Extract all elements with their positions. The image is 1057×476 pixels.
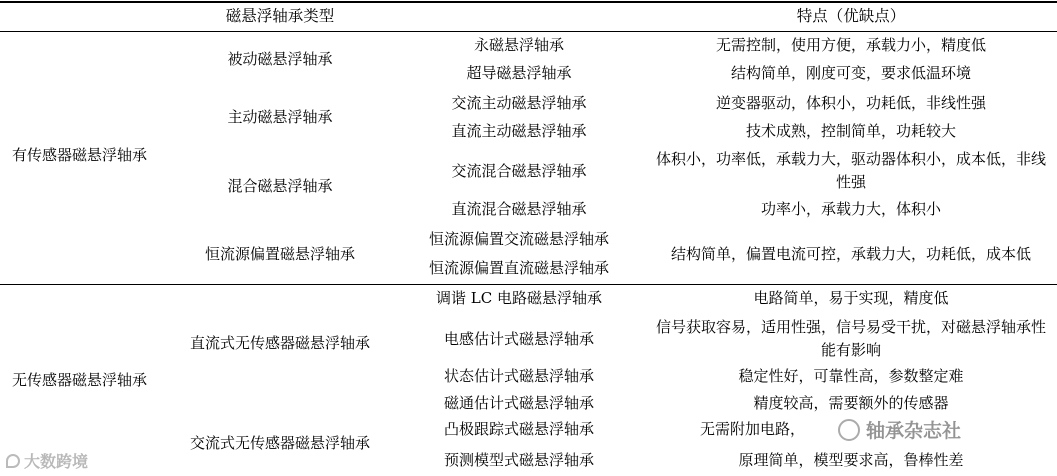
- row-feature: 原理简单，模型要求高，鲁棒性差: [738, 450, 964, 469]
- subgroup-active: 主动磁悬浮轴承: [227, 107, 333, 126]
- wechat-logo-icon: [838, 419, 860, 441]
- header-rule: [0, 31, 1057, 32]
- row-feature: 无需附加电路，: [700, 419, 806, 438]
- header-features: 特点（优缺点）: [796, 6, 906, 25]
- watermark-left: [6, 449, 88, 472]
- row-name: 交流主动磁悬浮轴承: [451, 93, 587, 112]
- subgroup-dc-sensorless: 直流式无传感器磁悬浮轴承: [189, 333, 370, 352]
- row-name: 调谐 LC 电路磁悬浮轴承: [436, 288, 602, 307]
- group-label-with-sensor: 有传感器磁悬浮轴承: [12, 145, 148, 164]
- watermark-logo-icon: [6, 454, 20, 468]
- row-name: 状态估计式磁悬浮轴承: [443, 366, 594, 385]
- row-name: 超导磁悬浮轴承: [466, 63, 572, 82]
- group-label-sensorless: 无传感器磁悬浮轴承: [12, 370, 148, 389]
- row-feature: 电路简单，易于实现，精度低: [753, 288, 949, 307]
- row-feature: 无需控制，使用方便，承载力小，精度低: [715, 35, 986, 54]
- watermark-right: [838, 416, 961, 443]
- row-feature: 功率小，承载力大，体积小: [760, 199, 941, 218]
- row-feature: 稳定性好，可靠性高，参数整定难: [738, 366, 964, 385]
- row-name: 直流主动磁悬浮轴承: [451, 121, 587, 140]
- row-name: 电感估计式磁悬浮轴承: [443, 329, 594, 348]
- row-name: 磁通估计式磁悬浮轴承: [443, 393, 594, 412]
- top-rule: [0, 1, 1057, 3]
- row-name: 交流混合磁悬浮轴承: [451, 161, 587, 180]
- row-feature: 信号获取容易，适用性强，信号易受干扰，对磁悬浮轴承性能有影响: [655, 318, 1046, 359]
- subgroup-hybrid: 混合磁悬浮轴承: [227, 176, 333, 195]
- header-type: 磁悬浮轴承类型: [225, 6, 335, 25]
- watermark-left-text: 大数跨境: [24, 452, 89, 471]
- group-divider-rule: [0, 284, 1057, 285]
- subgroup-passive: 被动磁悬浮轴承: [227, 49, 333, 68]
- row-feature: 技术成熟，控制简单，功耗较大: [745, 121, 956, 140]
- watermark-right-text: 轴承杂志社: [866, 420, 962, 442]
- row-feature: 体积小，功率低，承载力大，驱动器体积小，成本低，非线性强: [655, 150, 1046, 191]
- row-feature: 结构简单，偏置电流可控，承载力大，功耗低，成本低: [670, 244, 1031, 263]
- row-feature: 精度较高，需要额外的传感器: [753, 393, 949, 412]
- row-feature: 结构简单，刚度可变，要求低温环境: [730, 63, 971, 82]
- row-name: 凸极跟踪式磁悬浮轴承: [443, 419, 594, 438]
- subgroup-ac-sensorless: 交流式无传感器磁悬浮轴承: [189, 433, 370, 452]
- subgroup-constant-current-bias: 恒流源偏置磁悬浮轴承: [204, 244, 355, 263]
- row-feature: 逆变器驱动，体积小，功耗低，非线性强: [715, 93, 986, 112]
- row-name: 直流混合磁悬浮轴承: [451, 199, 587, 218]
- row-name: 恒流源偏置直流磁悬浮轴承: [428, 258, 609, 277]
- row-name: 恒流源偏置交流磁悬浮轴承: [428, 229, 609, 248]
- row-name: 永磁悬浮轴承: [473, 35, 564, 54]
- row-name: 预测模型式磁悬浮轴承: [443, 450, 594, 469]
